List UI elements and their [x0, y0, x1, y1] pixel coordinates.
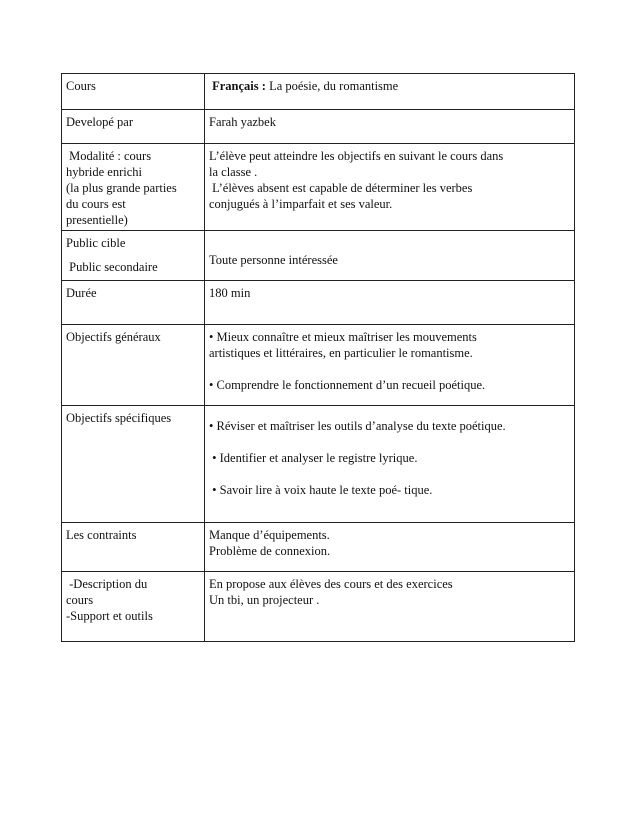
row-modalite [62, 144, 575, 231]
label-objectifs-generaux: Objectifs généraux [66, 330, 161, 344]
description-value-line: Un tbi, un projecteur . [209, 593, 320, 607]
objectif-specifique-item: • Réviser et maîtriser les outils d’analyse du texte poétique. [209, 419, 506, 433]
value-developpe: Farah yazbek [209, 115, 276, 129]
cell-label [62, 74, 205, 110]
subject-bold: Français : [212, 79, 266, 93]
cell-value [205, 110, 575, 144]
modalite-value-line: L’élève peut atteindre les objectifs en suivant le cours dans [209, 149, 504, 163]
cell-label [62, 572, 205, 642]
cell-value [205, 74, 575, 110]
value-cours [209, 78, 570, 94]
cell-value [205, 325, 575, 406]
modalite-line: du cours est [66, 197, 126, 211]
cell-label [62, 406, 205, 523]
cell-value [205, 231, 575, 281]
row-public [62, 231, 575, 281]
cell-value [205, 281, 575, 325]
modalite-line: (la plus grande parties [66, 181, 177, 195]
label-duree: Durée [66, 286, 97, 300]
subject-rest: La poésie, du romantisme [265, 79, 399, 93]
cell-label [62, 110, 205, 144]
modalite-value-line: conjugués à l’imparfait et ses valeur. [209, 197, 393, 211]
objectif-general-item: • Comprendre le fonctionnement d’un recueil poétique. [209, 378, 486, 392]
contrainte-line: Manque d’équipements. [209, 528, 330, 542]
modalite-line: hybride enrichi [66, 165, 143, 179]
row-contraintes [62, 523, 575, 572]
description-value-line: En propose aux élèves des cours et des exercices [209, 577, 453, 591]
label-contraintes: Les contraints [66, 528, 137, 542]
description-label-line: -Support et outils [66, 609, 153, 623]
cell-label [62, 144, 205, 231]
objectif-specifique-item: • Identifier et analyser le registre lyrique. [209, 451, 418, 465]
row-description [62, 572, 575, 642]
cell-value [205, 572, 575, 642]
modalite-value-line: L’élèves absent est capable de déterminer les verbes [209, 181, 473, 195]
modalite-line: Modalité : cours [66, 149, 152, 163]
row-cours [62, 74, 575, 110]
description-label-line: -Description du [66, 577, 148, 591]
label-developpe: Developé par [66, 115, 133, 129]
cell-label [62, 281, 205, 325]
value-duree: 180 min [209, 286, 251, 300]
cell-value [205, 523, 575, 572]
row-developpe [62, 110, 575, 144]
course-table [61, 73, 575, 642]
modalite-value-line: la classe . [209, 165, 258, 179]
cell-label [62, 231, 205, 281]
cell-value [205, 406, 575, 523]
cell-value [205, 144, 575, 231]
contrainte-line: Problème de connexion. [209, 544, 331, 558]
cell-label [62, 325, 205, 406]
cell-label [62, 523, 205, 572]
row-objectifs-generaux [62, 325, 575, 406]
row-duree [62, 281, 575, 325]
objectif-general-item: artistiques et littéraires, en particulier le romantisme. [209, 346, 473, 360]
modalite-line: presentielle) [66, 213, 128, 227]
objectif-general-item: • Mieux connaître et mieux maîtriser les mouvements [209, 330, 477, 344]
public-secondaire-label: Public secondaire [66, 260, 158, 274]
objectif-specifique-item: • Savoir lire à voix haute le texte poé- tique. [209, 483, 433, 497]
description-label-line: cours [66, 593, 94, 607]
label-objectifs-specifiques: Objectifs spécifiques [66, 411, 172, 425]
public-value: Toute personne intéressée [209, 252, 338, 267]
row-objectifs-specifiques [62, 406, 575, 523]
public-cible-label: Public cible [66, 236, 126, 250]
label-cours: Cours [66, 79, 96, 93]
